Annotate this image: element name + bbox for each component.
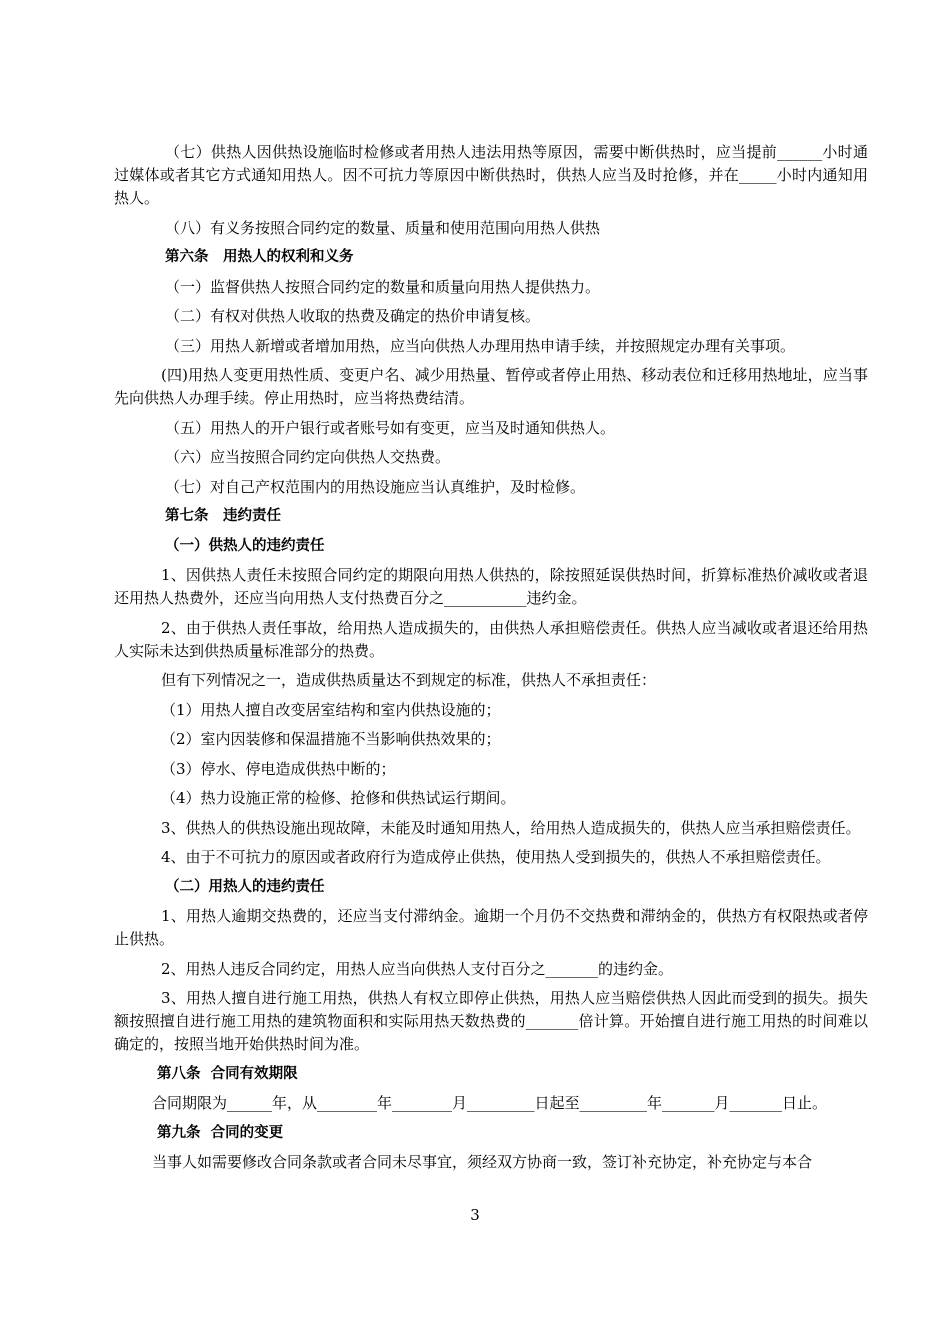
paragraph: 2、由于供热人责任事故，给用热人造成损失的，由供热人承担赔偿责任。供热人应当减收或者退还给用热人实际未达到供热质量标准部分的热费。 — [114, 618, 868, 660]
section-heading: 第七条 违约责任 — [165, 508, 281, 524]
paragraph: (四)用热人变更用热性质、变更户名、减少用热量、暂停或者停止用热、移动表位和迁移用热地址，应当事先向供热人办理手续。停止用热时，应当将热费结清。 — [114, 366, 868, 407]
paragraph: （4）热力设施正常的检修、抢修和供热试运行期间。 — [161, 789, 516, 807]
document-body — [0, 141, 950, 1181]
paragraph: （2）室内因装修和保温措施不当影响供热效果的； — [161, 730, 501, 748]
paragraph: 3、用热人擅自进行施工用热，供热人有权立即停止供热，用热人应当赔偿供热人因此而受到的损失。损失额按照擅自进行施工用热的建筑物面积和实际用热天数热费的_______倍计算。开始擅自进行施工用热的时间难以确定的，按照当地开始供热时间为准。 — [114, 989, 868, 1053]
paragraph: 1、用热人逾期交热费的，还应当支付滞纳金。逾期一个月仍不交热费和滞纳金的，供热方有权限热或者停止供热。 — [114, 907, 868, 948]
section-heading: 第九条 合同的变更 — [157, 1124, 284, 1141]
paragraph: （一）监督供热人按照合同约定的数量和质量向用热人提供热力。 — [165, 277, 601, 296]
paragraph: （七）供热人因供热设施临时检修或者用热人违法用热等原因，需要中断供热时，应当提前______小时通过媒体或者其它方式通知用热人。因不可抗力等原因中断供热时，供热人应当及时抢修，并在_____小时内通知用热人。 — [114, 143, 868, 207]
section-heading: （一）供热人的违约责任 — [165, 537, 325, 554]
paragraph: （八）有义务按照合同约定的数量、质量和使用范围向用热人供热 — [165, 218, 601, 237]
paragraph: （三）用热人新增或者增加用热，应当向供热人办理用热申请手续，并按照规定办理有关事项。 — [165, 336, 796, 355]
section-heading: 第六条 用热人的权利和义务 — [165, 249, 354, 265]
paragraph: 但有下列情况之一，造成供热质量达不到规定的标准，供热人不承担责任： — [161, 671, 657, 689]
paragraph: （二）有权对供热人收取的热费及确定的热价申请复核。 — [165, 307, 541, 325]
page-number: 3 — [470, 1206, 480, 1224]
section-heading: （二）用热人的违约责任 — [165, 878, 325, 895]
paragraph: 1、因供热人责任未按照合同约定的期限向用热人供热的，除按照延误供热时间，折算标准热价减收或者退还用热人热费外，还应当向用热人支付热费百分之___________违约金。 — [114, 566, 868, 607]
paragraph: 当事人如需要修改合同条款或者合同未尽事宜，须经双方协商一致，签订补充协定，补充协定与本合 — [152, 1153, 813, 1171]
paragraph: （五）用热人的开户银行或者账号如有变更，应当及时通知供热人。 — [165, 418, 616, 437]
paragraph: 2、用热人违反合同约定，用热人应当向供热人支付百分之_______的违约金。 — [161, 959, 674, 978]
paragraph: （七）对自己产权范围内的用热设施应当认真维护，及时检修。 — [165, 477, 586, 496]
paragraph: 3、供热人的供热设施出现故障，未能及时通知用热人，给用热人造成损失的，供热人应当承担赔偿责任。 — [161, 818, 861, 837]
section-heading: 第八条 合同有效期限 — [157, 1065, 298, 1082]
paragraph: （1）用热人擅自改变居室结构和室内供热设施的； — [161, 700, 501, 719]
paragraph: （六）应当按照合同约定向供热人交热费。 — [165, 448, 451, 466]
paragraph: 合同期限为______年，从________年________月_________日起至_________年_______月_______日止。 — [152, 1094, 828, 1112]
paragraph: （3）停水、停电造成供热中断的； — [161, 759, 396, 778]
paragraph: 4、由于不可抗力的原因或者政府行为造成停止供热，使用热人受到损失的，供热人不承担赔偿责任。 — [161, 848, 831, 866]
